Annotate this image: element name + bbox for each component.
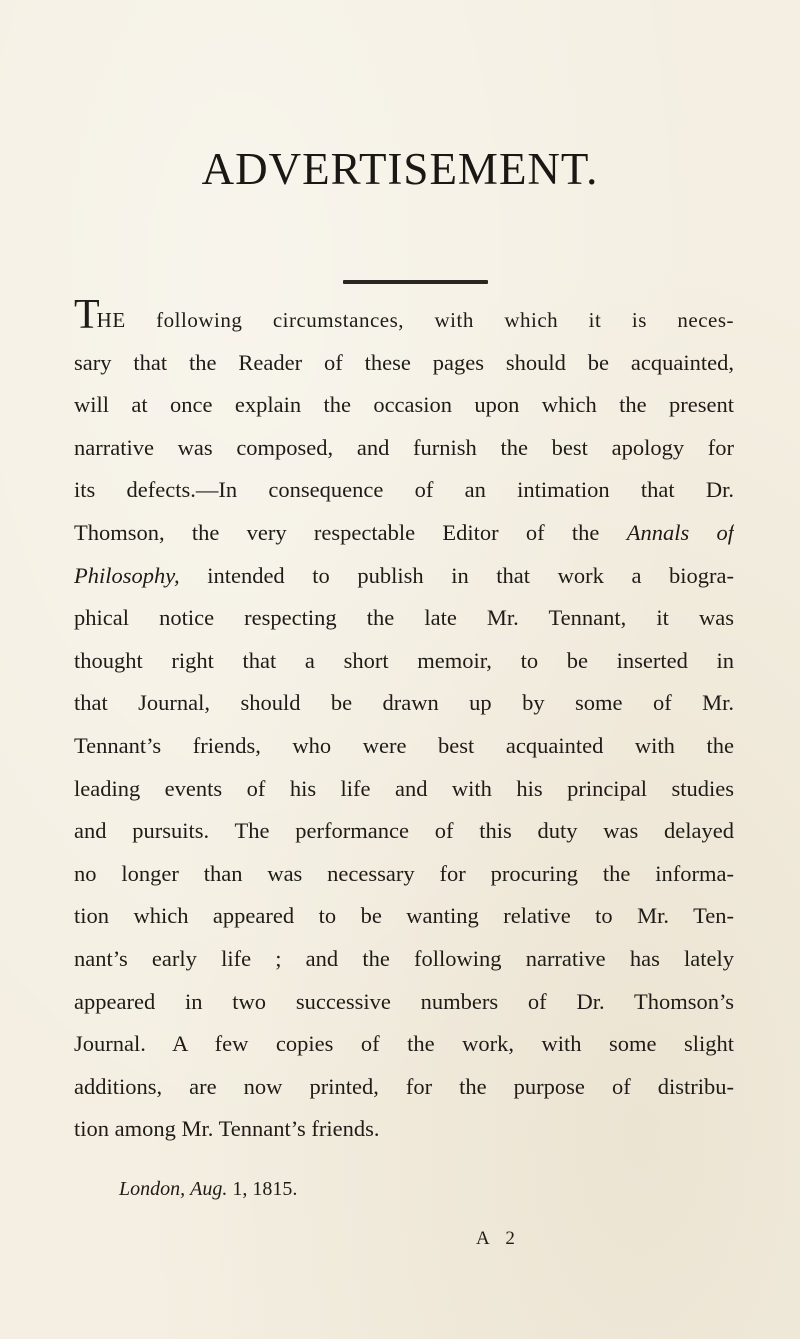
paragraph-line: tion which appeared to be wanting relative to Mr. Ten- [74,903,734,929]
drop-cap: T [74,299,97,338]
paragraph-line [74,555,734,598]
line-text: Thomson, the very respectable Editor of the [74,519,627,545]
paragraph-line: and pursuits. The performance of this duty was delayed [74,818,734,844]
advertisement-paragraph [74,299,734,1151]
paragraph-line [74,512,734,555]
paragraph-line: thought right that a short memoir, to be inserted in [74,647,734,673]
dateline-place: London, [119,1178,186,1200]
paragraph-line: narrative was composed, and furnish the best apology for [74,434,734,460]
paragraph-line: Journal. A few copies of the work, with some slight [74,1031,734,1057]
journal-title-italic: Philosophy, [74,562,180,588]
paragraph-line: Tennant’s friends, who were best acquainted with the [74,732,734,758]
paragraph-line: sary that the Reader of these pages should be acquainted, [74,349,734,375]
paragraph-line: no longer than was necessary for procuring the informa- [74,860,734,886]
dateline [119,1178,297,1201]
paragraph-line: leading events of his life and with his principal studies [74,775,734,801]
paragraph-line: its defects.—In consequence of an intimation that Dr. [74,477,734,503]
paragraph-line: will at once explain the occasion upon which the present [74,392,734,418]
paragraph-line: phical notice respecting the late Mr. Tennant, it was [74,605,734,631]
journal-title-italic: Annals of [626,519,734,545]
line-text: intended to publish in that work a biogra- [179,562,734,588]
page-title: ADVERTISEMENT. [201,144,599,194]
dateline-date: 1, 1815. [227,1178,298,1200]
dateline-month: Aug. [190,1178,228,1200]
paragraph-line: additions, are now printed, for the purpose of distribu- [74,1073,734,1099]
title-rule-divider [343,280,488,284]
paragraph-line: THE following circumstances, with which it is neces- [74,299,734,342]
signature-mark: A 2 [476,1228,521,1249]
paragraph-line: appeared in two successive numbers of Dr. Thomson’s [74,988,734,1014]
paragraph-line: tion among Mr. Tennant’s friends. [74,1116,380,1142]
paragraph-line: nant’s early life ; and the following narrative has lately [74,945,734,971]
paragraph-line: that Journal, should be drawn up by some of Mr. [74,690,734,716]
